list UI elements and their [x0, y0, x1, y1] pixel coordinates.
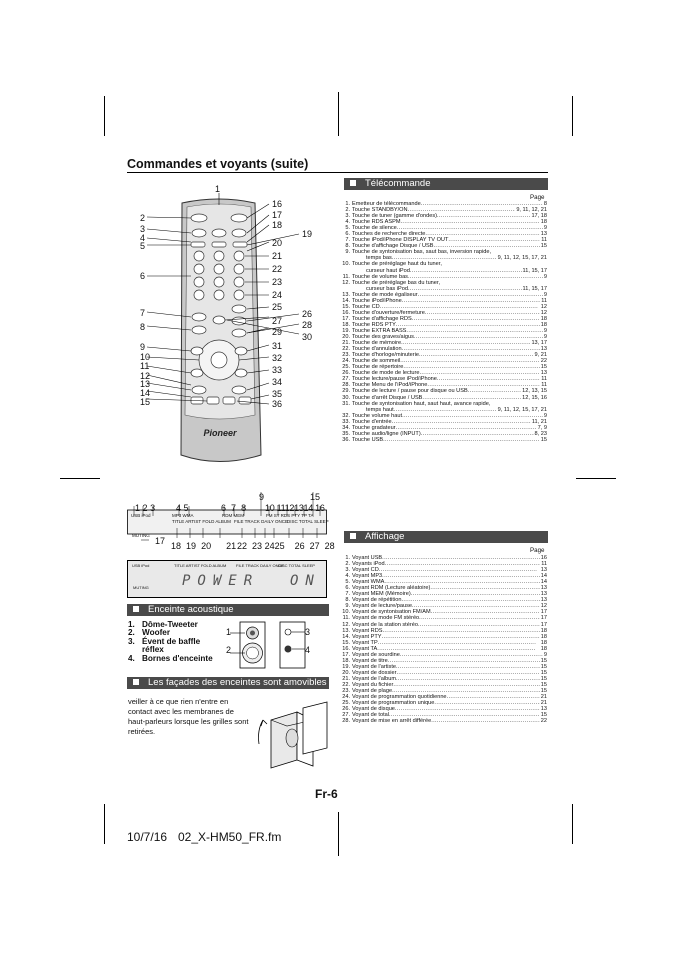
- display-indicators-list: [338, 555, 547, 724]
- item-page: 8, 23: [534, 430, 547, 437]
- item-number: 2.: [345, 561, 350, 568]
- item-label: Touche de syntonisation bas, saut bas, inversion rapide,: [352, 249, 491, 256]
- item-number: 29.: [342, 388, 350, 395]
- item-page: 11: [541, 297, 547, 304]
- item-label: Touche de lecture / pause pour disque ou USB: [352, 388, 468, 395]
- item-label: Voyant de syntonisation FM/AM: [352, 609, 431, 616]
- item-label: Touche Menu de l'iPod/iPhone: [352, 382, 428, 389]
- item-page: 9, 11, 12, 21: [516, 207, 547, 214]
- item-number: 5.: [345, 225, 350, 232]
- item-page: 14: [540, 573, 547, 580]
- item-label: Touche d'affichage RDS: [352, 315, 412, 322]
- remote-callout: 29: [272, 327, 283, 337]
- item-number: 25.: [342, 364, 350, 371]
- item-label: Touche audio/ligne (INPUT): [352, 430, 421, 437]
- item-label: Voyant de programmation unique: [352, 700, 435, 707]
- crop-mark: [338, 92, 339, 136]
- item-page: 9: [543, 651, 547, 658]
- item-page: 9, 11, 12, 15, 17, 21: [497, 406, 547, 413]
- item-page: 12: [540, 303, 547, 310]
- item-number: 13.: [342, 627, 350, 634]
- item-page: 21: [540, 700, 547, 707]
- item-label: Touche des graves/aigus: [352, 334, 414, 341]
- item-page: 9, 11, 12, 15, 17, 21: [497, 255, 547, 262]
- item-label: Touche de tuner (gamme d'ondes): [352, 213, 438, 220]
- square-bullet-icon: [133, 606, 139, 612]
- item-page: 9: [543, 327, 547, 334]
- item-page: 22: [540, 358, 547, 365]
- display-callouts-row2: 4 5: [176, 503, 189, 513]
- list-item: 4. Bornes d'enceinte: [128, 653, 213, 663]
- item-label: Voyants iPod: [352, 561, 385, 568]
- item-label: Voyant TA: [352, 645, 378, 652]
- remote-callout: 33: [272, 365, 283, 375]
- item-label: Touche d'entrée: [352, 418, 392, 425]
- item-label: Voyant USB: [352, 555, 383, 561]
- remote-callout: 10: [140, 352, 151, 362]
- item-label: Touche de mode égaliseur: [352, 291, 418, 298]
- item-label: Touche d'horloge/minuterie: [352, 352, 419, 359]
- list-item: [338, 437, 547, 443]
- item-page: 13: [540, 597, 547, 604]
- item-number: 3.: [345, 567, 350, 574]
- remote-callout: 4: [140, 233, 146, 243]
- item-label: Voyant TP: [352, 639, 378, 646]
- dot-leader: [431, 718, 540, 724]
- item-page: 15: [540, 712, 547, 719]
- page-number: Fr-6: [315, 787, 338, 801]
- item-label: Touche de sommeil: [352, 358, 401, 365]
- item-number: 9.: [345, 603, 350, 610]
- item-number: 24.: [342, 358, 350, 365]
- item-label: Voyant de l'album: [352, 675, 396, 682]
- item-label: Touche de mode de lecture: [352, 370, 420, 377]
- item-number: 17.: [342, 651, 350, 658]
- display-callouts-row3: 6 7 8: [221, 503, 247, 513]
- grille-section-heading: Les façades des enceintes sont amovibles: [127, 677, 329, 689]
- item-number: 21.: [342, 340, 350, 347]
- item-page: 13: [540, 591, 547, 598]
- item-number: 16.: [342, 645, 350, 652]
- display-page-header: Page: [530, 547, 545, 554]
- item-number: 7.: [345, 591, 350, 598]
- remote-callout: 12: [140, 371, 151, 381]
- display-callout-17: 17: [155, 536, 166, 546]
- item-label: Émetteur de télécommande: [352, 201, 421, 207]
- item-page: 12, 13, 15: [522, 388, 547, 395]
- item-page: 11: [541, 376, 547, 383]
- item-number: 26.: [342, 706, 350, 713]
- list-item: 2. Woofer: [128, 628, 171, 638]
- list-item: [338, 718, 547, 724]
- square-bullet-icon: [350, 180, 356, 186]
- item-number: 4.: [345, 573, 350, 580]
- remote-callout: 23: [272, 277, 283, 287]
- item-page: 9: [543, 412, 547, 419]
- remote-callout: 25: [272, 302, 283, 312]
- display-label-disc: DISC TOTAL SLEEP: [287, 519, 329, 524]
- item-label: Voyant de plage: [352, 688, 393, 695]
- item-page: 17, 18: [531, 213, 547, 220]
- item-label: temps haut: [366, 406, 394, 413]
- remote-callout: 31: [272, 341, 283, 351]
- item-number: 10.: [342, 261, 350, 268]
- item-label: Touche STANDBY/ON: [352, 207, 408, 214]
- display-label-title: TITLE ARTIST FOLD ALBUM: [172, 519, 231, 524]
- remote-callout: 20: [272, 238, 283, 248]
- remote-callout: 5: [140, 241, 146, 251]
- item-label: Touche d'arrêt Disque / USB: [352, 394, 423, 401]
- item-number: 12.: [342, 621, 350, 628]
- item-page: 7, 9: [537, 424, 547, 431]
- item-page: 15: [540, 364, 547, 371]
- item-label: Voyant de mode FM stéréo: [352, 615, 420, 622]
- speaker-callout: 1: [226, 627, 232, 637]
- item-page: 13: [540, 231, 547, 238]
- item-page: 15: [540, 681, 547, 688]
- list-item: 3. Évent de baffle: [128, 636, 201, 646]
- item-label: Touche RDS PTY: [352, 321, 396, 328]
- item-label: Touche de préréglage haut du tuner,: [352, 261, 442, 268]
- item-page: 15: [540, 436, 547, 443]
- dot-leader: [383, 437, 540, 443]
- item-label: Touche de préréglage bas du tuner,: [352, 279, 441, 286]
- item-page: 13: [540, 346, 547, 353]
- item-page: 15: [540, 688, 547, 695]
- remote-callout: 1: [215, 184, 221, 194]
- remote-callout: 19: [302, 229, 313, 239]
- lcd-usb-label: USB iPod: [132, 563, 150, 568]
- crop-mark: [104, 804, 105, 844]
- lcd-muting-label: MUTING: [133, 585, 149, 590]
- item-label: Touche iPod/iPhone: [352, 297, 402, 304]
- display-callouts-bottom-b: 22 23 2425 26 27 28: [237, 541, 335, 551]
- item-label: Touche CD: [352, 303, 380, 310]
- remote-controls-list: [338, 201, 547, 443]
- item-number: 31.: [342, 400, 350, 407]
- item-number: 19.: [342, 663, 350, 670]
- item-page: 17: [540, 615, 547, 622]
- item-number: 15.: [342, 303, 350, 310]
- item-label: temps bas: [366, 255, 392, 262]
- item-number: 8.: [345, 243, 350, 250]
- item-label: Voyant de sourdine: [352, 651, 400, 658]
- item-number: 12.: [342, 279, 350, 286]
- item-page: 18: [540, 633, 547, 640]
- item-number: 7.: [345, 237, 350, 244]
- item-label: Voyant RDS: [352, 627, 383, 634]
- item-page: 11: [541, 237, 547, 244]
- item-label: Touches de recherche directe: [352, 231, 426, 238]
- item-label: Voyant WMA: [352, 579, 385, 586]
- remote-callout: 15: [140, 397, 151, 407]
- item-page: 9, 21: [534, 352, 547, 359]
- item-label: Voyant du fichier: [352, 681, 394, 688]
- remote-callout: 8: [140, 322, 146, 332]
- item-page: 17: [540, 621, 547, 628]
- footer-date: 10/7/16: [127, 830, 168, 844]
- lcd-label-title: TITLE ARTIST FOLD ALBUM: [174, 563, 227, 568]
- item-number: 22.: [342, 346, 350, 353]
- crop-mark: [104, 96, 105, 136]
- remote-callout: 22: [272, 264, 283, 274]
- item-page: 18: [540, 627, 547, 634]
- item-page: 18: [540, 321, 547, 328]
- crop-mark: [338, 812, 339, 856]
- crop-mark: [60, 478, 100, 479]
- footer-filename: 02_X-HM50_FR.fm: [178, 830, 282, 844]
- item-label: curseur haut iPod: [366, 267, 410, 274]
- square-bullet-icon: [350, 533, 356, 539]
- speaker-callout: 4: [305, 645, 311, 655]
- item-page: 18: [540, 639, 547, 646]
- crop-mark: [572, 96, 573, 136]
- display-callout-9: 9: [259, 492, 265, 502]
- item-page: 18: [540, 219, 547, 226]
- item-label: Voyant de total: [352, 712, 390, 719]
- item-page: 13: [540, 706, 547, 713]
- item-number: 36.: [342, 436, 350, 443]
- remote-callout: 27: [272, 316, 283, 326]
- remote-section-heading: Télécommande: [344, 178, 548, 190]
- item-page: 11, 15, 17: [522, 285, 547, 292]
- item-page: 15: [540, 243, 547, 250]
- item-page: 11: [541, 561, 547, 568]
- remote-callout: 9: [140, 342, 146, 352]
- item-page: 9: [543, 291, 547, 298]
- item-number: 34.: [342, 424, 350, 431]
- crop-mark: [572, 804, 573, 844]
- display-callouts-bottom-a: 18 19 20 21: [171, 541, 237, 551]
- item-label: Touche USB: [352, 436, 384, 443]
- speaker-section-heading: Enceinte acoustique: [127, 604, 329, 616]
- remote-callout: 13: [140, 379, 151, 389]
- item-page: 12: [540, 309, 547, 316]
- item-number: 15.: [342, 639, 350, 646]
- item-number: 32.: [342, 412, 350, 419]
- item-page: 12: [540, 603, 547, 610]
- item-label: Voyant de la station stéréo: [352, 621, 418, 628]
- item-label: Touche de mémoire: [352, 340, 402, 347]
- item-label: Touche iPod/iPhone DISPLAY TV OUT: [352, 237, 449, 244]
- item-label: Touche RDS ASPM: [352, 219, 401, 226]
- item-number: 8.: [345, 597, 350, 604]
- item-number: 18.: [342, 321, 350, 328]
- item-number: 5.: [345, 579, 350, 586]
- grille-note: veiller à ce que rien n'entre en contact avec les membranes de haut-parleurs lorsque les grilles sont retirées.: [128, 697, 249, 736]
- item-number: 24.: [342, 694, 350, 701]
- item-number: 28.: [342, 718, 350, 725]
- item-label: curseur bas iPod: [366, 285, 408, 292]
- item-number: 23.: [342, 352, 350, 359]
- display-callouts-row4: 10 11121314 16: [265, 503, 325, 513]
- speaker-parts-list: [128, 621, 213, 663]
- item-label: Touche d'ouverture/fermeture: [352, 309, 425, 316]
- item-page: 12, 15, 16: [522, 394, 547, 401]
- remote-callout: 16: [272, 199, 283, 209]
- item-page: 14: [540, 579, 547, 586]
- item-number: 1.: [345, 201, 350, 207]
- remote-callout: 26: [302, 309, 313, 319]
- item-label: Touche lecture/pause iPod/iPhone: [352, 376, 437, 383]
- display-label-rds: FM ST RDS PTY TP TA: [266, 513, 314, 518]
- display-callouts-row1: 1 2 3: [135, 503, 156, 513]
- item-label: Voyant de titre: [352, 657, 388, 664]
- item-page: 18: [540, 315, 547, 322]
- item-number: 26.: [342, 370, 350, 377]
- item-number: 6.: [345, 231, 350, 238]
- remote-callout: 7: [140, 308, 146, 318]
- item-label: Touche d'annulation: [352, 346, 402, 353]
- item-page: 16: [540, 555, 547, 561]
- item-page: 9: [543, 273, 547, 280]
- item-label: Voyant MEM (Mémoire): [352, 591, 411, 598]
- item-number: 1.: [345, 555, 350, 561]
- lcd-label-disc: DISC TOTAL SLEEP: [278, 563, 315, 568]
- display-section-heading: Affichage: [344, 531, 548, 543]
- lcd-text: POWER ON: [182, 573, 321, 589]
- remote-callout: 17: [272, 210, 283, 220]
- item-page: 8: [543, 201, 547, 207]
- item-number: 14.: [342, 297, 350, 304]
- item-number: 22.: [342, 681, 350, 688]
- item-label: Touche de syntonisation haut, saut haut, avance rapide,: [352, 400, 491, 407]
- display-callout-15: 15: [310, 492, 321, 502]
- item-number: 11.: [342, 615, 350, 622]
- remote-callout: 30: [302, 332, 313, 342]
- item-label: Touche gradateur: [352, 424, 396, 431]
- item-number: 2.: [345, 207, 350, 214]
- speaker-callout: 3: [305, 627, 311, 637]
- page-title: Commandes et voyants (suite): [127, 157, 309, 171]
- item-label: Voyant de répétition: [352, 597, 402, 604]
- item-label: Voyant de dossier: [352, 669, 397, 676]
- remote-callout: 32: [272, 353, 283, 363]
- item-page: 15: [540, 663, 547, 670]
- remote-callout: 34: [272, 377, 283, 387]
- item-label: Touche volume haut: [352, 412, 403, 419]
- item-number: 9.: [345, 249, 350, 256]
- item-number: 13.: [342, 291, 350, 298]
- item-page: 13, 17: [531, 340, 547, 347]
- item-number: 11.: [342, 273, 350, 280]
- item-page: 11, 15, 17: [522, 267, 547, 274]
- item-label: Voyant de disque: [352, 706, 395, 713]
- remote-callout: 36: [272, 399, 283, 409]
- item-number: 21.: [342, 675, 350, 682]
- brand-logo: Pioneer: [203, 428, 237, 438]
- item-label: Touche d'affichage Disque / USB: [352, 243, 434, 250]
- remote-callout: 2: [140, 213, 146, 223]
- remote-callout: 35: [272, 389, 283, 399]
- item-number: 14.: [342, 633, 350, 640]
- item-number: 6.: [345, 585, 350, 592]
- item-number: 33.: [342, 418, 350, 425]
- item-number: 20.: [342, 334, 350, 341]
- item-label: Voyant CD: [352, 567, 379, 574]
- crop-mark: [576, 478, 616, 479]
- item-page: 9: [543, 225, 547, 232]
- remote-callout: 24: [272, 290, 283, 300]
- display-usb-label: USB iPod: [131, 513, 151, 518]
- remote-callout: 3: [140, 224, 146, 234]
- item-page: 15: [540, 669, 547, 676]
- list-item: 1. Dôme-Tweeter: [128, 620, 198, 629]
- item-number: 10.: [342, 609, 350, 616]
- display-label-rdm: RDM MEM: [222, 513, 244, 518]
- item-label: Touche EXTRA BASS: [352, 327, 407, 334]
- item-page: 22: [540, 718, 547, 725]
- square-bullet-icon: [133, 679, 139, 685]
- speaker-grille-removal-illustration: [253, 700, 333, 770]
- list-item: réflex: [142, 645, 164, 655]
- item-label: Voyant MP3: [352, 573, 383, 580]
- item-page: 13: [540, 567, 547, 574]
- display-muting-label: MUTING: [132, 533, 150, 538]
- item-label: Voyant PTY: [352, 633, 382, 640]
- display-label-file: FILE TRACK DAILY ONCE: [234, 519, 289, 524]
- item-label: Voyant de programmation quotidienne: [352, 694, 447, 701]
- title-rule: [127, 172, 548, 173]
- remote-callout: 18: [272, 220, 283, 230]
- item-number: 23.: [342, 688, 350, 695]
- item-number: 28.: [342, 382, 350, 389]
- item-number: 30.: [342, 394, 350, 401]
- item-page: 17: [540, 609, 547, 616]
- item-page: 13: [540, 370, 547, 377]
- item-label: Voyant de mise en arrêt différée: [352, 718, 432, 725]
- remote-page-header: Page: [530, 194, 545, 201]
- item-label: Voyant de lecture/pause: [352, 603, 413, 610]
- item-page: 9: [543, 334, 547, 341]
- item-page: 11, 21: [531, 418, 547, 425]
- remote-callout: 6: [140, 271, 146, 281]
- item-number: 20.: [342, 669, 350, 676]
- item-number: 25.: [342, 700, 350, 707]
- display-label-mp3: MP3 WMA: [172, 513, 194, 518]
- item-page: 11: [541, 382, 547, 389]
- item-number: 18.: [342, 657, 350, 664]
- lcd-panel: [127, 560, 327, 598]
- item-number: 17.: [342, 315, 350, 322]
- remote-callout: 21: [272, 251, 283, 261]
- item-label: Touche de répertoire: [352, 364, 404, 371]
- item-label: Touche de volume bas: [352, 273, 408, 280]
- item-number: 3.: [345, 213, 350, 220]
- lcd-label-file: FILE TRACK DAILY ONCE: [236, 563, 285, 568]
- item-label: Voyant de l'artiste: [352, 663, 396, 670]
- item-page: 15: [540, 657, 547, 664]
- item-page: 15: [540, 675, 547, 682]
- item-number: 16.: [342, 309, 350, 316]
- item-label: Voyant RDM (Lecture aléatoire): [352, 585, 431, 592]
- item-label: Touche de silence: [352, 225, 397, 232]
- remote-callout: 14: [140, 388, 151, 398]
- speaker-callout: 2: [226, 645, 232, 655]
- item-number: 35.: [342, 430, 350, 437]
- item-page: 18: [540, 645, 547, 652]
- item-number: 4.: [345, 219, 350, 226]
- item-page: 13: [540, 585, 547, 592]
- remote-callout: 28: [302, 320, 313, 330]
- item-page: 21: [540, 694, 547, 701]
- item-number: 27.: [342, 712, 350, 719]
- remote-callout: 11: [140, 361, 150, 371]
- item-number: 19.: [342, 327, 350, 334]
- item-number: 27.: [342, 376, 350, 383]
